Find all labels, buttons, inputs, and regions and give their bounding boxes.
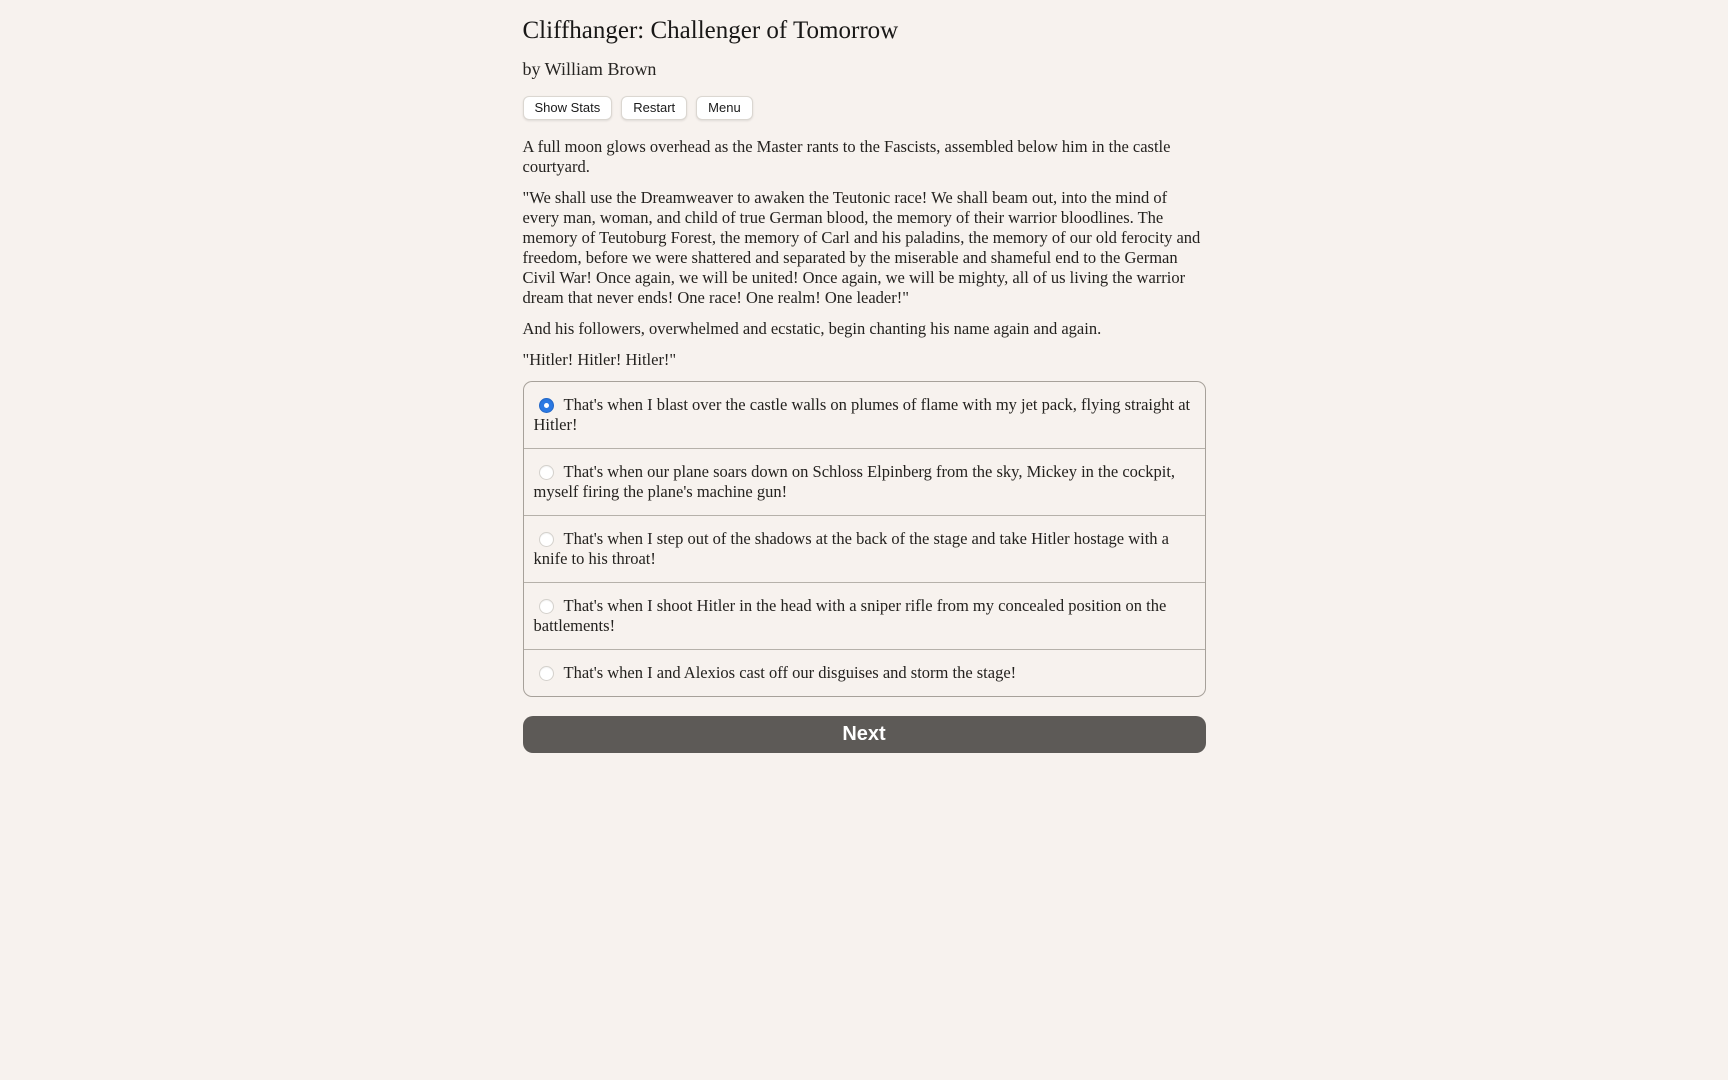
story-paragraph: "We shall use the Dreamweaver to awaken the Teutonic race! We shall beam out, into the mind of every man, woman, and child of true German blood, the memory of their warrior bloodlines. The memory of Teutoburg Forest, the memory of Carl and his paladins, the memory of our old ferocity and freedom, before we were shattered and separated by the miserable and shameful end to the German Civil War! Once again, we will be united! Once again, we will be mighty, all of us living the warrior dream that never ends! One race! One realm! One leader!"	[522, 188, 1201, 307]
author-byline: by William Brown	[522, 59, 657, 79]
choice-option-2[interactable]	[524, 448, 1205, 515]
radio-button-icon[interactable]	[539, 666, 554, 681]
choice-option-label: That's when I and Alexios cast off our disguises and storm the stage!	[563, 663, 1017, 682]
choice-option-label: That's when I step out of the shadows at the back of the stage and take Hitler hostage with a knife to his throat!	[533, 529, 1170, 568]
radio-button-icon[interactable]	[539, 465, 554, 480]
radio-button-icon[interactable]	[539, 599, 554, 614]
page-title: Cliffhanger: Challenger of Tomorrow	[522, 17, 899, 44]
restart-button[interactable]: Restart	[621, 96, 687, 120]
choice-option-4[interactable]	[524, 582, 1205, 649]
toolbar	[523, 96, 1206, 120]
story-paragraph: A full moon glows overhead as the Master rants to the Fascists, assembled below him in the castle courtyard.	[522, 137, 1171, 176]
choice-option-5[interactable]	[524, 649, 1205, 696]
choice-option-1[interactable]	[524, 382, 1205, 448]
show-stats-button[interactable]: Show Stats	[523, 96, 613, 120]
choices-box	[523, 381, 1206, 697]
radio-button-icon[interactable]	[539, 398, 554, 413]
radio-button-icon[interactable]	[539, 532, 554, 547]
choice-option-label: That's when I shoot Hitler in the head with a sniper rifle from my concealed position on the battlements!	[533, 596, 1167, 635]
menu-button[interactable]: Menu	[696, 96, 753, 120]
next-button[interactable]: Next	[523, 716, 1206, 753]
story-text	[523, 137, 1206, 370]
content-column	[523, 0, 1206, 753]
story-paragraph: And his followers, overwhelmed and ecstatic, begin chanting his name again and again.	[522, 319, 1102, 338]
choice-option-label: That's when I blast over the castle walls on plumes of flame with my jet pack, flying straight at Hitler!	[533, 395, 1191, 434]
choice-option-label: That's when our plane soars down on Schloss Elpinberg from the sky, Mickey in the cockpit, myself firing the plane's machine gun!	[533, 462, 1176, 501]
story-paragraph: "Hitler! Hitler! Hitler!"	[522, 350, 677, 369]
choice-option-3[interactable]	[524, 515, 1205, 582]
